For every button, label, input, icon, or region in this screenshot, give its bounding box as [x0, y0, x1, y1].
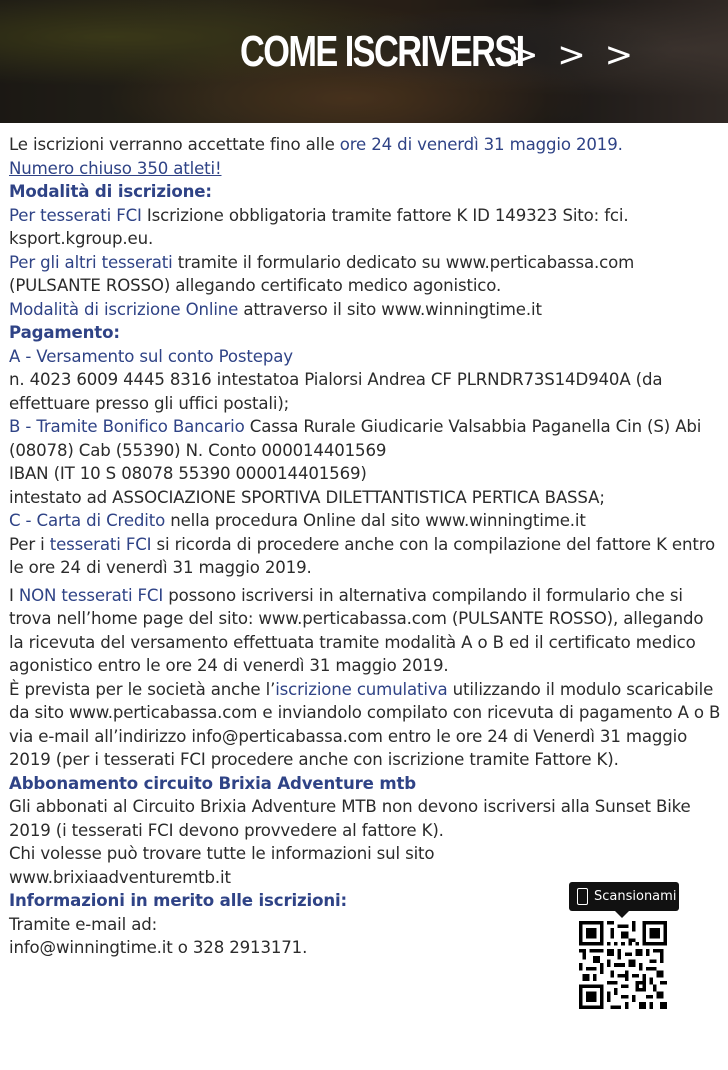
banner-title: COME ISCRIVERSI [240, 27, 524, 76]
payment-a-label: A - Versamento sul conto Postepay [9, 346, 293, 366]
online-label: Modalità di iscrizione Online [9, 299, 239, 319]
qr-label: Scansionami [594, 889, 677, 904]
info-line-2: info@winningtime.it o 328 2913171. [9, 938, 308, 957]
chevrons-right-icon: > > > [510, 35, 638, 75]
altri-text: tramite il formulario dedicato su www.perticabassa.com (PULSANTE ROSSO) allegando certificato medico agonistico. [9, 252, 635, 295]
fci-note-paragraph [9, 533, 721, 580]
info-line-1: Tramite e-mail ad: [9, 914, 158, 934]
abbonamento-heading: Abbonamento circuito Brixia Adventure mtb [9, 773, 417, 793]
online-paragraph [9, 298, 721, 322]
fci-note-label: tesserati FCI [49, 534, 152, 554]
deadline-text: ore 24 di venerdì 31 maggio 2019. [339, 135, 623, 154]
qr-tag [569, 882, 679, 911]
cumulativa-paragraph [9, 678, 721, 772]
modalita-heading: Modalità di iscrizione: [9, 182, 212, 201]
pagamento-heading: Pagamento: [9, 323, 120, 342]
altri-label: Per gli altri tesserati [9, 252, 173, 272]
abbonamento-site: www.brixiaadventuremtb.it [9, 867, 231, 887]
phone-icon [577, 888, 588, 905]
cumulativa-prefix: È prevista per le società anche l’ [9, 679, 276, 699]
abbonamento-text: Gli abbonati al Circuito Brixia Adventure MTB non devono iscriversi alla Sunset Bike 2019 (i tesserati FCI devono provvedere al fattore K). [9, 797, 691, 840]
intestato-text: intestato ad ASSOCIAZIONE SPORTIVA DILETTANTISTICA PERTICA BASSA; [9, 487, 605, 507]
online-text: attraverso il sito www.winningtime.it [238, 299, 542, 319]
info-heading: Informazioni in merito alle iscrizioni: [9, 891, 348, 910]
payment-b-paragraph [9, 415, 721, 462]
intro-text: Le iscrizioni verranno accettate fino alle [9, 135, 340, 154]
registration-content [9, 133, 721, 960]
cumulativa-label: iscrizione cumulativa [275, 679, 448, 699]
iban-text: IBAN (IT 10 S 08078 55390 000014401569) [9, 464, 367, 483]
payment-c-label: C - Carta di Credito [9, 511, 166, 530]
fci-paragraph [9, 204, 721, 251]
capacity-link[interactable]: Numero chiuso 350 atleti! [9, 158, 222, 178]
cumulativa-text: utilizzando il modulo scaricabile da sito www.perticabassa.com e inviandolo compilato con ricevuta di pagamento A o B via e-mail all’indirizzo info@perticabassa.com entro le ore 24 di Venerdì 31 maggio 2019 (per i tesserati FCI procedere anche con iscrizione tramite Fattore K). [9, 679, 721, 769]
altri-paragraph [9, 251, 721, 298]
payment-c-text: nella procedura Online dal sito www.winningtime.it [165, 511, 586, 530]
payment-c-paragraph [9, 509, 721, 533]
non-fci-text: possono iscriversi in alternativa compilando il formulario che si trova nell’home page del sito: www.perticabassa.com (PULSANTE ROSSO), allegando la ricevuta del versamento effettuata tramite modalità A o B ed il certificato medico agonistico entro le ore 24 di venerdì 31 maggio 2019. [9, 585, 704, 675]
header-banner [0, 0, 728, 123]
payment-a-text: n. 4023 6009 4445 8316 intestatoa Pialorsi Andrea CF PLRNDR73S14D940A (da effettuare presso gli uffici postali); [9, 370, 663, 413]
payment-b-text: Cassa Rurale Giudicarie Valsabbia Paganella Cin (S) Abi (08078) Cab (55390) N. Conto 000014401569 [9, 417, 702, 460]
qr-code-icon [579, 921, 667, 1009]
qr-widget[interactable] [569, 882, 679, 1009]
non-fci-paragraph [9, 584, 721, 678]
fci-text: Iscrizione obbligatoria tramite fattore K ID 149323 Sito: fci. ksport.kgroup.eu. [9, 205, 629, 248]
non-fci-label: NON tesserati FCI [18, 585, 164, 605]
intro-paragraph [9, 133, 721, 180]
fci-label: Per tesserati FCI [9, 205, 142, 225]
payment-b-label: B - Tramite Bonifico Bancario [9, 417, 245, 436]
non-fci-prefix: I [9, 585, 19, 605]
fci-note-prefix: Per i [9, 534, 50, 554]
abbonamento-info: Chi volesse può trovare tutte le informazioni sul sito [9, 844, 435, 863]
fci-note-text: si ricorda di procedere anche con la compilazione del fattore K entro le ore 24 di venerdì 31 maggio 2019. [9, 534, 716, 577]
